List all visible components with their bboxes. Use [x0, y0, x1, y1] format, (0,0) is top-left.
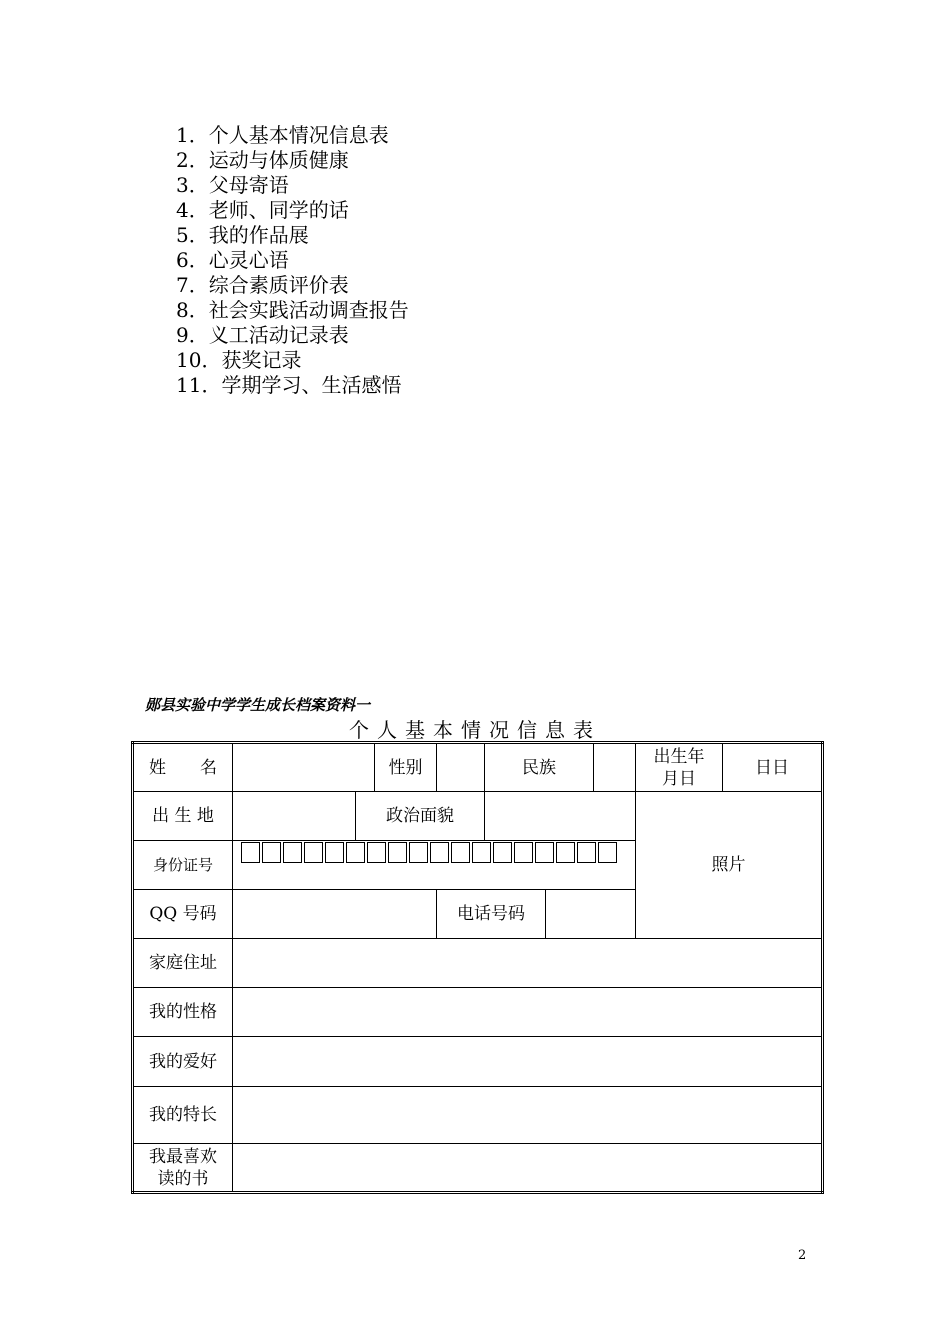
id-digit-box[interactable]: [325, 842, 344, 863]
address-field[interactable]: [233, 939, 823, 988]
personal-info-table: [131, 741, 824, 1194]
personality-label: 我的性格: [133, 988, 233, 1037]
favorite-book-label-line2: 读的书: [157, 1168, 209, 1189]
toc-item-number: 4．: [176, 198, 209, 222]
qq-label: QQ 号码: [133, 890, 233, 939]
toc-item-label: 心灵心语: [208, 248, 289, 272]
toc-item-label: 父母寄语: [208, 173, 289, 197]
id-digit-box[interactable]: [556, 842, 575, 863]
toc-item: [176, 223, 409, 248]
id-digit-box[interactable]: [577, 842, 596, 863]
photo-box: 照片: [636, 792, 823, 939]
toc-item: [176, 273, 409, 298]
id-digit-box[interactable]: [535, 842, 554, 863]
favorite-book-label-line1: 我最喜欢: [149, 1146, 217, 1167]
toc-item-label: 个人基本情况信息表: [208, 123, 389, 147]
id-digit-box[interactable]: [262, 842, 281, 863]
page-number: 2: [798, 1248, 807, 1263]
toc-item-number: 8．: [176, 298, 209, 322]
hobbies-label: 我的爱好: [133, 1037, 233, 1087]
toc-item-label: 老师、同学的话: [208, 198, 349, 222]
id-digit-box[interactable]: [514, 842, 533, 863]
phone-field[interactable]: [546, 890, 636, 939]
toc-item-number: 2．: [176, 148, 209, 172]
address-label: 家庭住址: [133, 939, 233, 988]
id-digit-box[interactable]: [472, 842, 491, 863]
toc-item-label: 义工活动记录表: [208, 323, 349, 347]
toc-item-label: 综合素质评价表: [208, 273, 349, 297]
specialty-label: 我的特长: [133, 1087, 233, 1144]
toc-item: [176, 198, 409, 223]
id-number-field[interactable]: [233, 841, 636, 890]
birth-date-label-line2: 月日: [662, 768, 696, 789]
toc-item-label: 社会实践活动调查报告: [208, 298, 409, 322]
toc-item-label: 我的作品展: [208, 223, 309, 247]
id-digit-box[interactable]: [493, 842, 512, 863]
phone-label: 电话号码: [437, 890, 546, 939]
toc-item: [176, 348, 409, 373]
political-status-field[interactable]: [485, 792, 636, 841]
ethnicity-field[interactable]: [594, 743, 636, 792]
id-digit-box[interactable]: [409, 842, 428, 863]
qq-field[interactable]: [233, 890, 437, 939]
favorite-book-label: [133, 1144, 233, 1193]
birth-date-field[interactable]: 日日: [723, 743, 823, 792]
toc-item-number: 7．: [176, 273, 209, 297]
id-number-boxes: [241, 842, 635, 863]
id-digit-box[interactable]: [430, 842, 449, 863]
toc-item-label: 学期学习、生活感悟: [221, 373, 402, 397]
id-number-label: 身份证号: [133, 841, 233, 890]
toc-item-number: 6．: [176, 248, 209, 272]
toc-item: [176, 173, 409, 198]
toc-item: [176, 373, 409, 398]
toc-item-number: 1．: [176, 123, 209, 147]
personality-field[interactable]: [233, 988, 823, 1037]
id-digit-box[interactable]: [304, 842, 323, 863]
id-digit-box[interactable]: [346, 842, 365, 863]
table-of-contents: [176, 123, 409, 398]
gender-label: 性别: [375, 743, 437, 792]
document-subtitle: 郧县实验中学学生成长档案资料一: [145, 696, 371, 714]
favorite-book-field[interactable]: [233, 1144, 823, 1193]
id-digit-box[interactable]: [598, 842, 617, 863]
specialty-field[interactable]: [233, 1087, 823, 1144]
id-digit-box[interactable]: [367, 842, 386, 863]
ethnicity-label: 民族: [485, 743, 594, 792]
toc-item-number: 3．: [176, 173, 209, 197]
id-digit-box[interactable]: [283, 842, 302, 863]
birth-date-label: [636, 743, 723, 792]
id-digit-box[interactable]: [388, 842, 407, 863]
toc-item-number: 5．: [176, 223, 209, 247]
toc-item: [176, 123, 409, 148]
hobbies-field[interactable]: [233, 1037, 823, 1087]
toc-item: [176, 298, 409, 323]
name-field[interactable]: [233, 743, 375, 792]
birth-date-label-line1: 出生年: [653, 746, 705, 767]
toc-item: [176, 323, 409, 348]
form-title: 个人基本情况信息表: [349, 718, 601, 742]
birthplace-label: 出 生 地: [133, 792, 233, 841]
toc-item: [176, 148, 409, 173]
toc-item-label: 获奖记录: [221, 348, 302, 372]
political-status-label: 政治面貌: [356, 792, 485, 841]
id-digit-box[interactable]: [241, 842, 260, 863]
birthplace-field[interactable]: [233, 792, 356, 841]
toc-item-label: 运动与体质健康: [208, 148, 349, 172]
toc-item: [176, 248, 409, 273]
id-digit-box[interactable]: [451, 842, 470, 863]
gender-field[interactable]: [437, 743, 485, 792]
toc-item-number: 10．: [176, 348, 222, 372]
toc-item-number: 11．: [176, 373, 222, 397]
toc-item-number: 9．: [176, 323, 209, 347]
name-label: 姓 名: [133, 743, 233, 792]
